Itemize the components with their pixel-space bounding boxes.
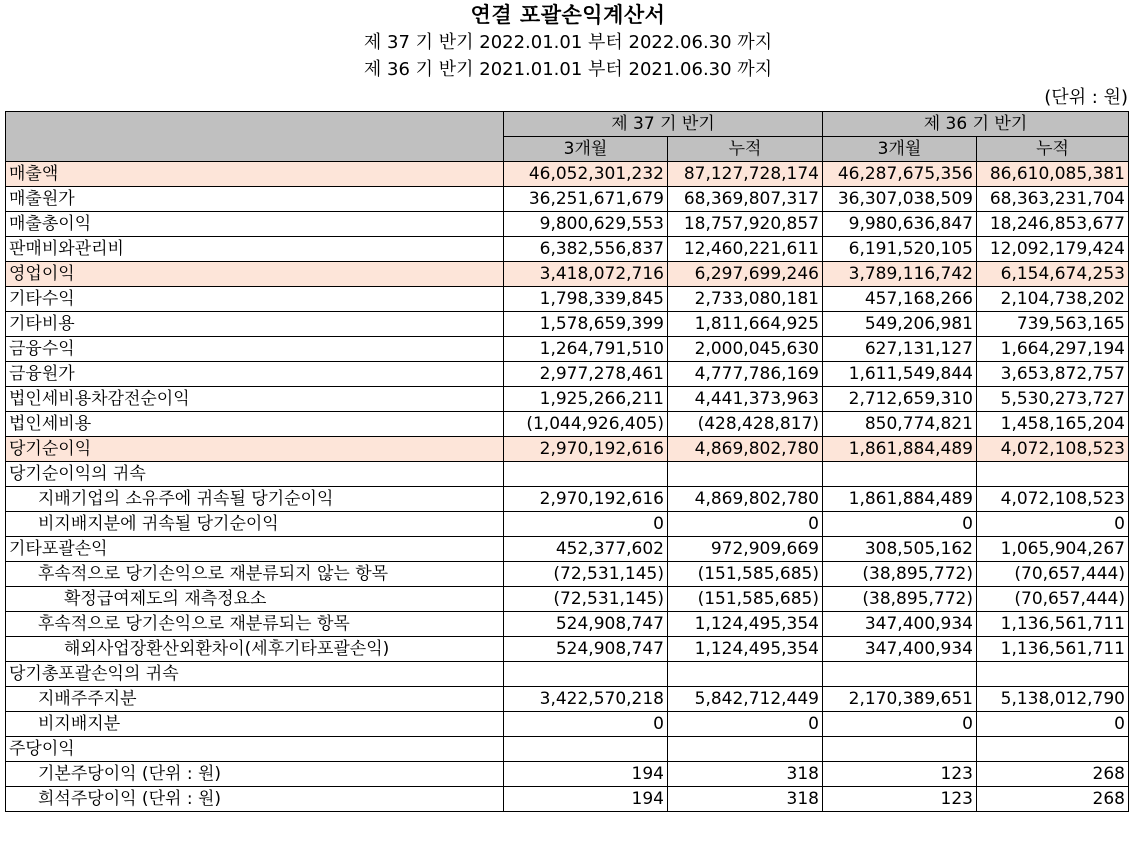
- cell-prior-cumulative: 4,072,108,523: [977, 437, 1129, 462]
- cell-prior-3m: 850,774,821: [823, 412, 977, 437]
- row-label: 법인세비용차감전순이익: [6, 387, 504, 412]
- cell-current-cumulative: (428,428,817): [668, 412, 823, 437]
- row-label: 후속적으로 당기손익으로 재분류되지 않는 항목: [6, 562, 504, 587]
- cell-prior-3m: 36,307,038,509: [823, 187, 977, 212]
- cell-prior-cumulative: [977, 662, 1129, 687]
- cell-current-cumulative: 318: [668, 787, 823, 812]
- cell-prior-cumulative: 0: [977, 712, 1129, 737]
- row-label: 기타포괄손익: [6, 537, 504, 562]
- cell-prior-3m: 457,168,266: [823, 287, 977, 312]
- cell-current-cumulative: 0: [668, 712, 823, 737]
- row-label: 당기순이익의 귀속: [6, 462, 504, 487]
- table-row: [6, 712, 1129, 737]
- header-prior-cumulative: 누적: [977, 137, 1129, 162]
- cell-prior-3m: 627,131,127: [823, 337, 977, 362]
- table-row: [6, 287, 1129, 312]
- cell-current-3m: 194: [504, 762, 668, 787]
- row-label: 후속적으로 당기손익으로 재분류되는 항목: [6, 612, 504, 637]
- row-label: 당기순이익: [6, 437, 504, 462]
- row-label: 지배기업의 소유주에 귀속될 당기순이익: [6, 487, 504, 512]
- cell-current-cumulative: 6,297,699,246: [668, 262, 823, 287]
- cell-current-3m: 524,908,747: [504, 612, 668, 637]
- row-label: 해외사업장환산외환차이(세후기타포괄손익): [6, 637, 504, 662]
- period-current: 제 37 기 반기 2022.01.01 부터 2022.06.30 까지: [363, 32, 773, 53]
- cell-prior-3m: 9,980,636,847: [823, 212, 977, 237]
- cell-prior-cumulative: 68,363,231,704: [977, 187, 1129, 212]
- cell-prior-3m: 2,712,659,310: [823, 387, 977, 412]
- cell-current-cumulative: 0: [668, 512, 823, 537]
- cell-prior-3m: 123: [823, 762, 977, 787]
- cell-prior-3m: 2,170,389,651: [823, 687, 977, 712]
- row-label: 매출액: [6, 162, 504, 187]
- cell-current-cumulative: 1,811,664,925: [668, 312, 823, 337]
- cell-prior-cumulative: (70,657,444): [977, 562, 1129, 587]
- table-row: [6, 412, 1129, 437]
- table-row: [6, 562, 1129, 587]
- header-row-groups: [6, 112, 1129, 137]
- table-row: [6, 537, 1129, 562]
- cell-current-cumulative: 4,441,373,963: [668, 387, 823, 412]
- table-row: [6, 212, 1129, 237]
- cell-prior-cumulative: [977, 462, 1129, 487]
- cell-prior-cumulative: 2,104,738,202: [977, 287, 1129, 312]
- row-label: 기본주당이익 (단위 : 원): [6, 762, 504, 787]
- cell-prior-cumulative: 268: [977, 787, 1129, 812]
- cell-current-cumulative: 972,909,669: [668, 537, 823, 562]
- row-label: 당기총포괄손익의 귀속: [6, 662, 504, 687]
- cell-prior-3m: 347,400,934: [823, 612, 977, 637]
- cell-current-cumulative: 1,124,495,354: [668, 637, 823, 662]
- header-account-blank: [6, 112, 504, 162]
- table-row: [6, 737, 1129, 762]
- header-current-3m: 3개월: [504, 137, 668, 162]
- cell-prior-3m: (38,895,772): [823, 587, 977, 612]
- cell-prior-cumulative: 86,610,085,381: [977, 162, 1129, 187]
- cell-current-cumulative: 2,733,080,181: [668, 287, 823, 312]
- cell-current-3m: 6,382,556,837: [504, 237, 668, 262]
- cell-current-3m: 1,578,659,399: [504, 312, 668, 337]
- cell-prior-cumulative: 3,653,872,757: [977, 362, 1129, 387]
- cell-current-3m: 2,970,192,616: [504, 487, 668, 512]
- row-label: 매출원가: [6, 187, 504, 212]
- income-statement-table: [5, 111, 1129, 812]
- cell-current-cumulative: 318: [668, 762, 823, 787]
- cell-current-3m: 1,264,791,510: [504, 337, 668, 362]
- cell-current-cumulative: 4,777,786,169: [668, 362, 823, 387]
- cell-current-3m: 9,800,629,553: [504, 212, 668, 237]
- cell-prior-cumulative: (70,657,444): [977, 587, 1129, 612]
- cell-current-3m: [504, 737, 668, 762]
- row-label: 법인세비용: [6, 412, 504, 437]
- cell-prior-cumulative: 5,138,012,790: [977, 687, 1129, 712]
- table-row: [6, 437, 1129, 462]
- cell-current-3m: 2,970,192,616: [504, 437, 668, 462]
- cell-prior-cumulative: 1,136,561,711: [977, 637, 1129, 662]
- statement-title: 연결 포괄손익계산서: [470, 3, 666, 27]
- row-label: 비지배지분: [6, 712, 504, 737]
- cell-prior-cumulative: 1,136,561,711: [977, 612, 1129, 637]
- header-prior-3m: 3개월: [823, 137, 977, 162]
- cell-prior-cumulative: 5,530,273,727: [977, 387, 1129, 412]
- table-row: [6, 512, 1129, 537]
- cell-current-3m: 3,422,570,218: [504, 687, 668, 712]
- cell-current-3m: 1,798,339,845: [504, 287, 668, 312]
- cell-current-3m: 452,377,602: [504, 537, 668, 562]
- header-current-cumulative: 누적: [668, 137, 823, 162]
- row-label: 기타비용: [6, 312, 504, 337]
- header-group-prior: 제 36 기 반기: [823, 112, 1129, 137]
- cell-current-3m: 46,052,301,232: [504, 162, 668, 187]
- cell-prior-cumulative: 18,246,853,677: [977, 212, 1129, 237]
- cell-prior-3m: 308,505,162: [823, 537, 977, 562]
- cell-current-cumulative: [668, 462, 823, 487]
- cell-current-3m: 194: [504, 787, 668, 812]
- table-row: [6, 337, 1129, 362]
- cell-current-3m: 0: [504, 712, 668, 737]
- row-label: 희석주당이익 (단위 : 원): [6, 787, 504, 812]
- cell-current-cumulative: [668, 662, 823, 687]
- cell-prior-3m: 549,206,981: [823, 312, 977, 337]
- cell-prior-3m: [823, 737, 977, 762]
- cell-current-cumulative: 4,869,802,780: [668, 437, 823, 462]
- table-row: [6, 462, 1129, 487]
- row-label: 기타수익: [6, 287, 504, 312]
- cell-current-cumulative: [668, 737, 823, 762]
- cell-current-cumulative: 18,757,920,857: [668, 212, 823, 237]
- cell-prior-3m: 0: [823, 512, 977, 537]
- cell-current-3m: [504, 662, 668, 687]
- table-row: [6, 662, 1129, 687]
- row-label: 지배주주지분: [6, 687, 504, 712]
- table-row: [6, 262, 1129, 287]
- cell-prior-cumulative: 12,092,179,424: [977, 237, 1129, 262]
- unit-label: (단위 : 원): [1044, 87, 1128, 108]
- cell-current-3m: (72,531,145): [504, 587, 668, 612]
- table-body: [6, 162, 1129, 812]
- cell-current-3m: 3,418,072,716: [504, 262, 668, 287]
- cell-current-3m: (1,044,926,405): [504, 412, 668, 437]
- cell-current-3m: [504, 462, 668, 487]
- cell-prior-3m: 1,611,549,844: [823, 362, 977, 387]
- cell-current-3m: 0: [504, 512, 668, 537]
- period-prior: 제 36 기 반기 2021.01.01 부터 2021.06.30 까지: [363, 59, 773, 80]
- cell-prior-3m: 0: [823, 712, 977, 737]
- table-row: [6, 687, 1129, 712]
- row-label: 영업이익: [6, 262, 504, 287]
- table-row: [6, 762, 1129, 787]
- cell-prior-3m: 6,191,520,105: [823, 237, 977, 262]
- row-label: 금융수익: [6, 337, 504, 362]
- row-label: 금융원가: [6, 362, 504, 387]
- cell-current-3m: 1,925,266,211: [504, 387, 668, 412]
- cell-current-3m: 36,251,671,679: [504, 187, 668, 212]
- cell-current-cumulative: 1,124,495,354: [668, 612, 823, 637]
- table-row: [6, 387, 1129, 412]
- cell-current-cumulative: 5,842,712,449: [668, 687, 823, 712]
- table-row: [6, 637, 1129, 662]
- table-row: [6, 162, 1129, 187]
- cell-prior-cumulative: 739,563,165: [977, 312, 1129, 337]
- table-row: [6, 237, 1129, 262]
- cell-prior-cumulative: 0: [977, 512, 1129, 537]
- table-row: [6, 612, 1129, 637]
- cell-current-cumulative: 12,460,221,611: [668, 237, 823, 262]
- cell-prior-3m: 46,287,675,356: [823, 162, 977, 187]
- cell-current-cumulative: 4,869,802,780: [668, 487, 823, 512]
- table-row: [6, 787, 1129, 812]
- cell-prior-cumulative: 1,065,904,267: [977, 537, 1129, 562]
- header-group-current: 제 37 기 반기: [504, 112, 823, 137]
- cell-prior-3m: [823, 462, 977, 487]
- cell-prior-3m: 1,861,884,489: [823, 437, 977, 462]
- cell-prior-cumulative: 1,458,165,204: [977, 412, 1129, 437]
- cell-current-3m: (72,531,145): [504, 562, 668, 587]
- cell-current-cumulative: (151,585,685): [668, 562, 823, 587]
- table-row: [6, 187, 1129, 212]
- cell-prior-3m: 1,861,884,489: [823, 487, 977, 512]
- cell-prior-3m: 123: [823, 787, 977, 812]
- cell-prior-3m: 347,400,934: [823, 637, 977, 662]
- cell-current-cumulative: 87,127,728,174: [668, 162, 823, 187]
- cell-prior-cumulative: 6,154,674,253: [977, 262, 1129, 287]
- row-label: 주당이익: [6, 737, 504, 762]
- cell-current-cumulative: 68,369,807,317: [668, 187, 823, 212]
- table-row: [6, 362, 1129, 387]
- cell-current-3m: 2,977,278,461: [504, 362, 668, 387]
- row-label: 판매비와관리비: [6, 237, 504, 262]
- row-label: 확정급여제도의 재측정요소: [6, 587, 504, 612]
- table-row: [6, 487, 1129, 512]
- row-label: 비지배지분에 귀속될 당기순이익: [6, 512, 504, 537]
- cell-current-cumulative: 2,000,045,630: [668, 337, 823, 362]
- cell-current-cumulative: (151,585,685): [668, 587, 823, 612]
- row-label: 매출총이익: [6, 212, 504, 237]
- cell-prior-cumulative: 1,664,297,194: [977, 337, 1129, 362]
- cell-prior-3m: (38,895,772): [823, 562, 977, 587]
- cell-prior-cumulative: 4,072,108,523: [977, 487, 1129, 512]
- cell-prior-3m: 3,789,116,742: [823, 262, 977, 287]
- cell-prior-cumulative: 268: [977, 762, 1129, 787]
- cell-current-3m: 524,908,747: [504, 637, 668, 662]
- table-row: [6, 587, 1129, 612]
- table-row: [6, 312, 1129, 337]
- cell-prior-cumulative: [977, 737, 1129, 762]
- cell-prior-3m: [823, 662, 977, 687]
